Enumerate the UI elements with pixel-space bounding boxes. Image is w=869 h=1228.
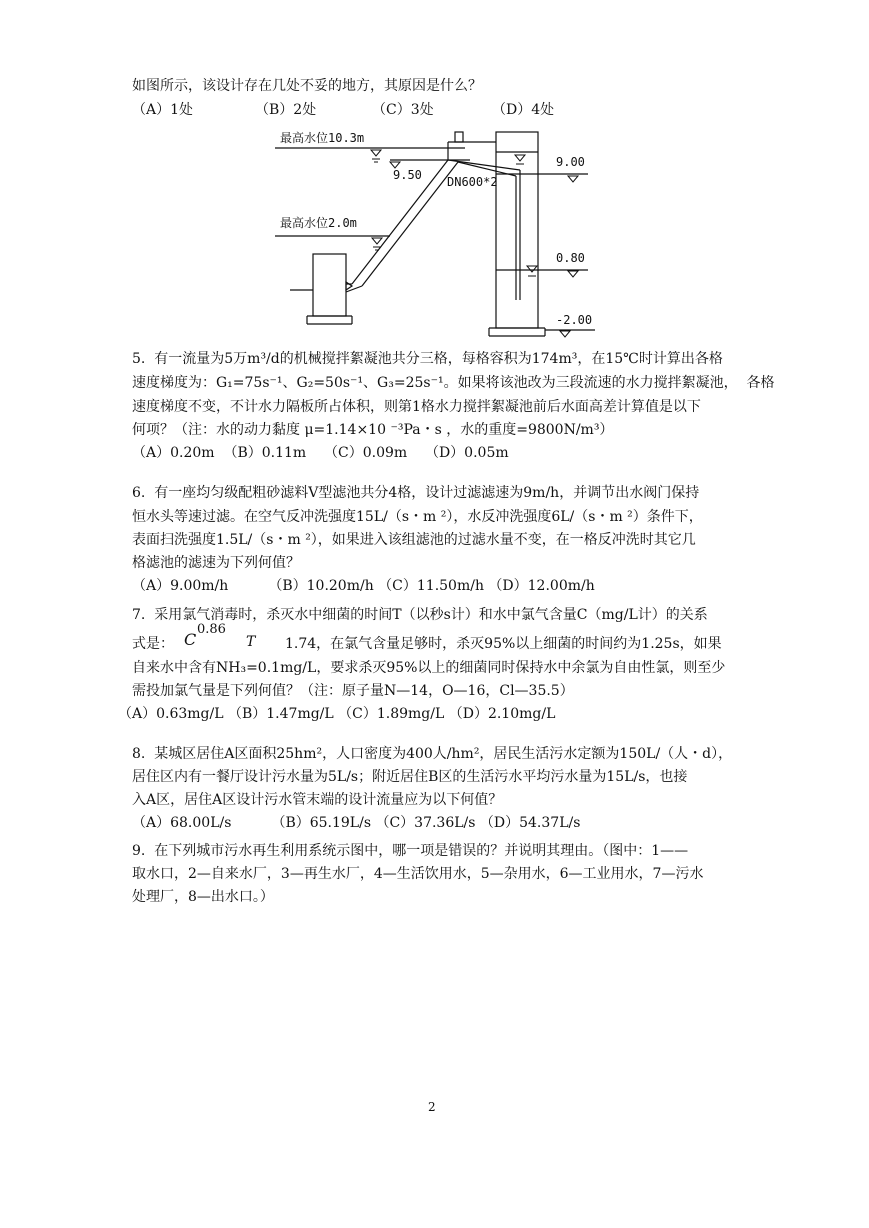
label-9-00: 9.00 <box>556 155 585 169</box>
q7-line-1: 7. 采用氯气消毒时，杀灭水中细菌的时间T（以秒s计）和水中氯气含量C（mg/L计）的关系 <box>132 607 708 623</box>
q9-line-3: 处理厂，8—出水口。） <box>132 889 274 905</box>
q9-line-2: 取水口，2—自来水厂，3—再生水厂，4—生活饮用水，5—杂用水，6—工业用水，7—污水 <box>132 866 704 882</box>
q4-option-c: （C）3处 <box>372 102 434 118</box>
label-neg-2-00: -2.00 <box>556 313 593 327</box>
q6-options: （A）9.00m/h （B）10.20m/h （C）11.50m/h （D）12.00m/h <box>132 578 595 594</box>
page-number: 2 <box>428 1100 436 1114</box>
q6-line-2: 恒水头等速过滤。在空气反冲洗强度15L/（s・m ²），水反冲洗强度6L/（s・m ²）条件下， <box>132 509 703 525</box>
q9-line-1: 9. 在下列城市污水再生利用系统示图中，哪一项是错误的？并说明其理由。（图中：1—— <box>132 843 689 859</box>
q5-line-3: 速度梯度不变，不计水力隔板所占体积，则第1格水力搅拌絮凝池前后水面高差计算值是以下 <box>132 399 701 415</box>
label-0-80: 0.80 <box>556 251 585 265</box>
q8-line-3: 入A区，居住A区设计污水管末端的设计流量应为以下何值？ <box>132 792 503 808</box>
q7-line-3: 自来水中含有NH₃=0.1mg/L，要求杀灭95%以上的细菌同时保持水中余氯为自由性氯，则至少 <box>132 660 726 676</box>
water-intake-diagram <box>0 120 869 470</box>
q6-line-3: 表面扫洗强度1.5L/（s・m ²），如果进入该组滤池的过滤水量不变，在一格反冲洗时其它几 <box>132 532 696 548</box>
q7-formula-c: C <box>184 630 197 649</box>
q5-line-4: 何项？（注：水的动力黏度 μ=1.14×10 ⁻³Pa・s ，水的重度=9800N/m³） <box>132 422 614 438</box>
q8-line-2: 居住区内有一餐厅设计污水量为5L/s；附近居住B区的生活污水平均污水量为15L/s，也接 <box>132 769 688 785</box>
q6-line-4: 格滤池的滤速为下列何值？ <box>132 555 300 571</box>
q5-line-1: 5. 有一流量为5万m³/d的机械搅拌絮凝池共分三格，每格容积为174m³，在15℃时计算出各格 <box>132 351 723 367</box>
label-dn600: DN600*2 <box>447 175 498 189</box>
q7-line-4: 需投加氯气量是下列何值？（注：原子量N—14，O—16，Cl—35.5） <box>132 683 574 699</box>
label-high-water-2-0: 最高水位2.0m <box>280 216 357 230</box>
label-9-50: 9.50 <box>393 168 422 182</box>
q4-option-a: （A）1处 <box>132 102 194 118</box>
q4-option-b: （B）2处 <box>255 102 317 118</box>
q7-line-2-prefix: 式是： <box>132 636 174 652</box>
q7-line-2-suffix: 1.74，在氯气含量足够时，杀灭95%以上细菌的时间约为1.25s，如果 <box>285 636 722 652</box>
q4-option-d: （D）4处 <box>492 102 555 118</box>
q5-line-2: 速度梯度为：G₁=75s⁻¹、G₂=50s⁻¹、G₃=25s⁻¹。如果将该池改为三段流速的水力搅拌絮凝池， 各格 <box>132 375 775 391</box>
q4-stem: 如图所示，该设计存在几处不妥的地方，其原因是什么？ <box>132 78 482 94</box>
q7-formula-exponent: 0.86 <box>197 622 226 637</box>
q7-formula-t: T <box>246 634 256 650</box>
label-high-water-10-3: 最高水位10.3m <box>280 131 365 145</box>
q6-line-1: 6. 有一座均匀级配粗砂滤料V型滤池共分4格，设计过滤滤速为9m/h，并调节出水阀门保持 <box>132 485 700 501</box>
q8-line-1: 8. 某城区居住A区面积25hm²，人口密度为400人/hm²，居民生活污水定额为150L/（人・d）， <box>132 746 733 762</box>
q8-options: （A）68.00L/s （B）65.19L/s （C）37.36L/s （D）54.37L/s <box>132 815 581 831</box>
q5-options: （A）0.20m （B）0.11m （C）0.09m （D）0.05m <box>132 445 509 461</box>
q7-options: （A）0.63mg/L （B）1.47mg/L （C）1.89mg/L （D）2.10mg/L <box>118 706 556 722</box>
